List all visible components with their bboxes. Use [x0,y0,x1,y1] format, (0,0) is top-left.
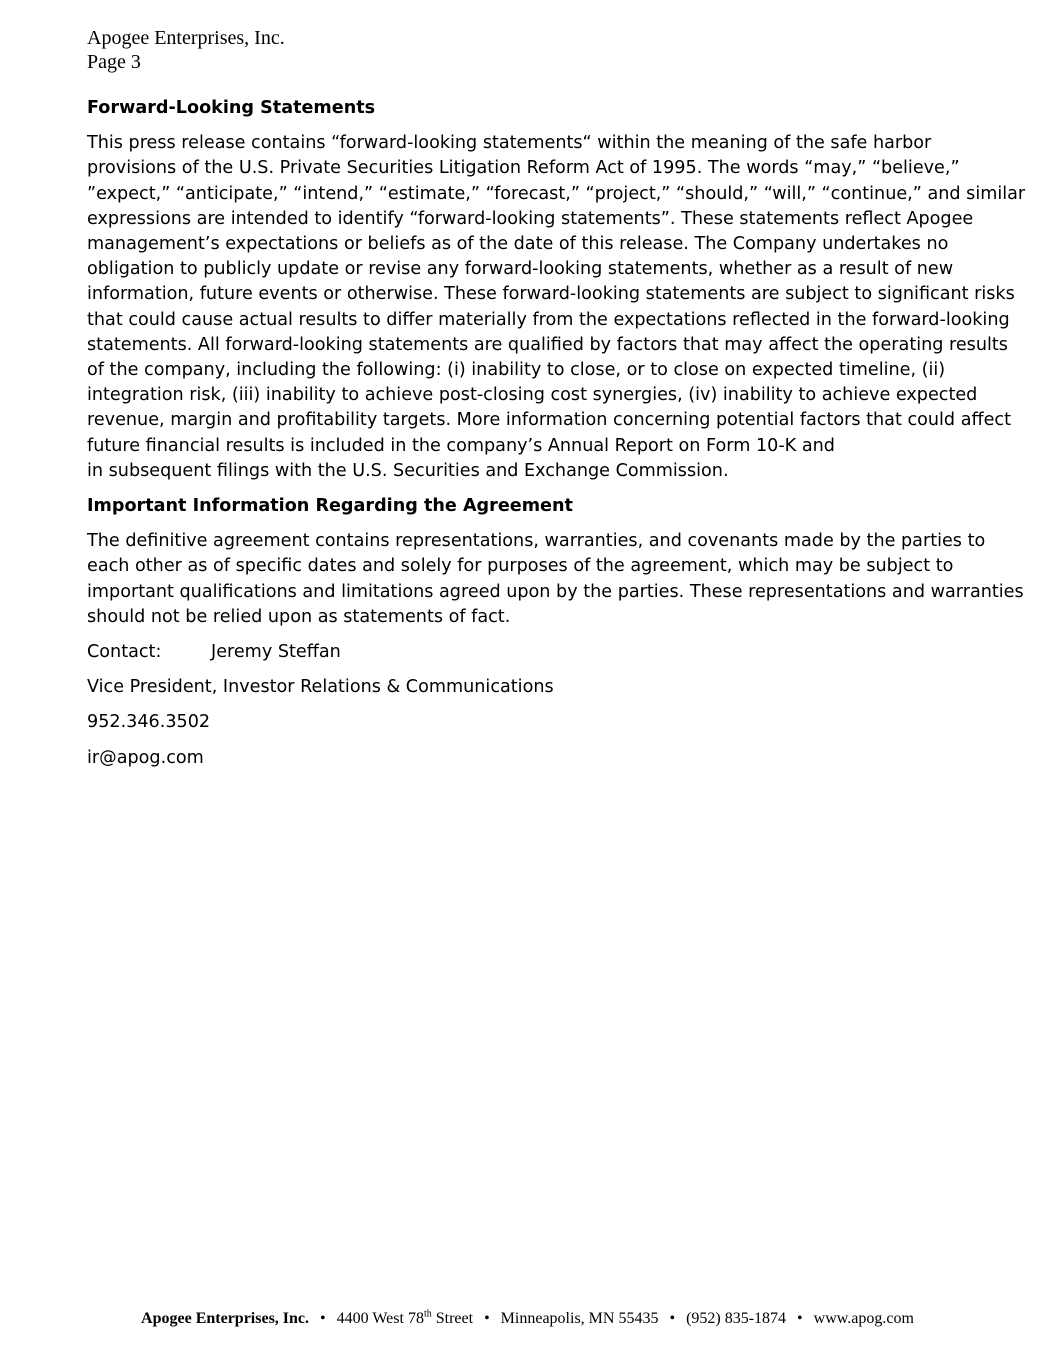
header-company-name: Apogee Enterprises, Inc. [87,27,285,49]
footer-company-name: Apogee Enterprises, Inc. [141,1310,310,1327]
agreement-paragraph [87,529,1024,630]
footer-street-superscript: th [423,1308,432,1320]
header-page-number: Page 3 [87,51,141,73]
paragraph-line: This press release contains “forward-looking statements“ within the meaning of the safe harbor [87,133,932,154]
paragraph-line: revenue, margin and profitability targets. More information concerning potential factors that could affect [87,410,1011,431]
footer-website: www.apog.com [813,1310,914,1327]
paragraph-line: statements. All forward-looking statements are qualified by factors that may affect the operating results [87,334,1008,355]
paragraph-line: of the company, including the following: (i) inability to close, or to close on expected timeline, (ii) [87,360,946,381]
paragraph-line: in subsequent filings with the U.S. Securities and Exchange Commission. [87,460,729,481]
contact-label: Contact: [87,642,162,663]
paragraph-line: information, future events or otherwise. These forward-looking statements are subject to significant risks [87,284,1015,305]
footer-separator: • [484,1310,490,1327]
paragraph-line: should not be relied upon as statements of fact. [87,606,511,627]
paragraph-line: The definitive agreement contains representations, warranties, and covenants made by the parties to [87,531,986,552]
paragraph-line: provisions of the U.S. Private Securities Litigation Reform Act of 1995. The words “may,” “believe,” [87,158,960,179]
paragraph-line: that could cause actual results to differ materially from the expectations reflected in the forward-looking [87,309,1010,330]
paragraph-line: expressions are intended to identify “forward-looking statements”. These statements reflect Apogee [87,208,974,229]
page-footer [0,1308,1055,1330]
footer-separator: • [320,1310,326,1327]
forward-looking-heading: Forward-Looking Statements [87,98,376,118]
document-body [87,96,1026,781]
forward-looking-paragraph [87,131,1026,484]
paragraph-line: each other as of specific dates and solely for purposes of the agreement, which may be subject to [87,556,954,577]
paragraph-line: ”expect,” “anticipate,” “intend,” “estimate,” “forecast,” “project,” “should,” “will,” “continue,” and similar [87,183,1026,204]
footer-street-address [337,1310,473,1327]
contact-title: Vice President, Investor Relations & Communications [87,677,554,698]
contact-name: Jeremy Steffan [211,642,341,663]
agreement-heading: Important Information Regarding the Agreement [87,496,573,517]
footer-city: Minneapolis, MN 55435 [500,1310,659,1327]
paragraph-line: management’s expectations or beliefs as of the date of this release. The Company undertakes no [87,234,949,255]
paragraph-line: obligation to publicly update or revise any forward-looking statements, whether as a result of new [87,259,954,280]
contact-phone: 952.346.3502 [87,712,211,733]
running-header [87,26,285,74]
footer-separator: • [797,1310,803,1327]
paragraph-line: future financial results is included in the company’s Annual Report on Form 10-K and [87,435,835,456]
paragraph-line: integration risk, (iii) inability to achieve post-closing cost synergies, (iv) inability to achieve expected [87,385,978,406]
contact-email: ir@apog.com [87,747,204,768]
footer-street-suffix: Street [431,1310,474,1327]
contact-row [87,640,977,665]
paragraph-line: important qualifications and limitations agreed upon by the parties. These representations and warranties [87,581,1024,602]
footer-separator: • [669,1310,676,1327]
footer-street-number: 4400 West 78 [336,1310,424,1327]
footer-phone: (952) 835-1874 [686,1310,787,1327]
